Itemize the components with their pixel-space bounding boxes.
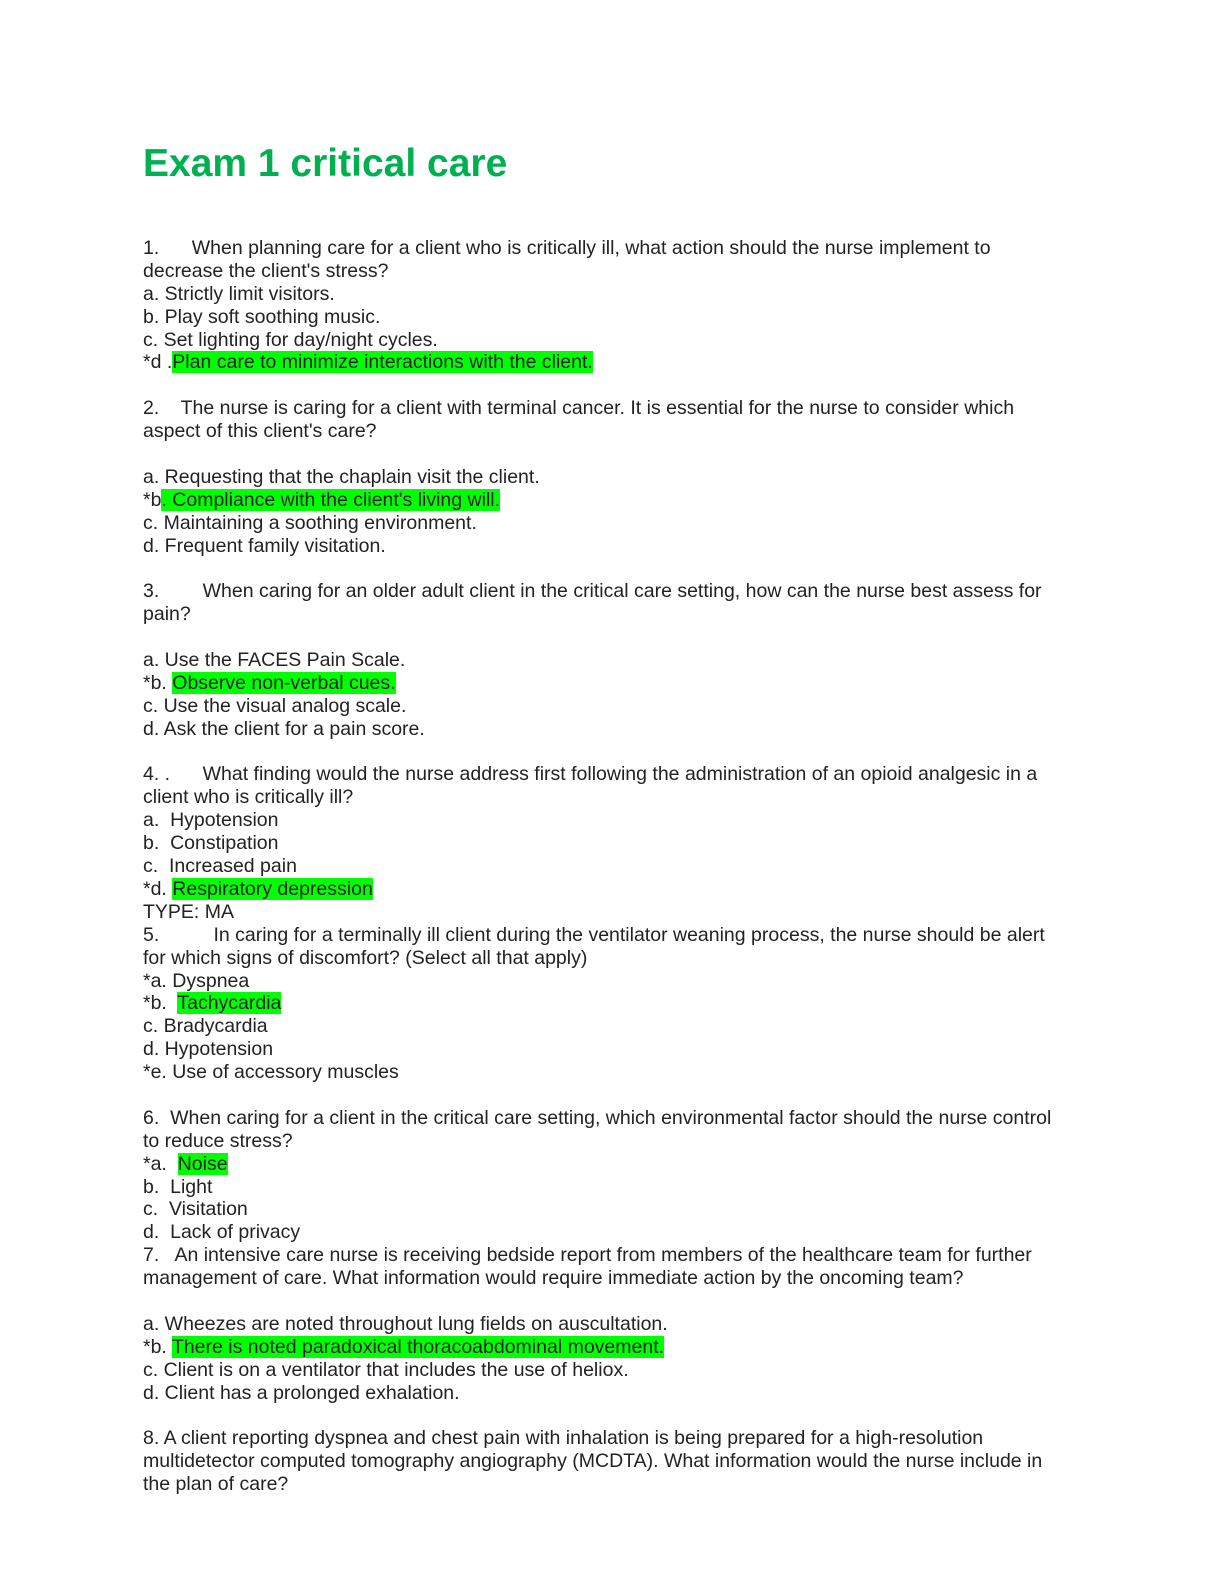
question-3-option-b	[143, 672, 1083, 695]
question-5-option-a: *a. Dyspnea	[143, 969, 250, 992]
option-marker: *a.	[143, 1152, 178, 1175]
question-3-option-c: c. Use the visual analog scale.	[143, 694, 407, 717]
question-1-option-a: a. Strictly limit visitors.	[143, 282, 335, 305]
question-5-option-b	[143, 992, 1083, 1015]
question-8-stem-line-1: 8. A client reporting dyspnea and chest pain with inhalation is being prepared for a high-resolution	[143, 1427, 984, 1450]
question-4-option-b: b. Constipation	[143, 832, 279, 855]
question-5-option-e: *e. Use of accessory muscles	[143, 1061, 399, 1084]
question-5-stem-line-1: 5. In caring for a terminally ill client during the ventilator weaning process, the nurse should be alert	[143, 923, 1045, 946]
question-4	[143, 763, 1083, 923]
question-2	[143, 397, 1083, 557]
question-2-option-d: d. Frequent family visitation.	[143, 534, 386, 557]
question-1	[143, 237, 1083, 374]
question-7-stem-line-2: management of care. What information would require immediate action by the oncoming team?	[143, 1267, 964, 1290]
question-4-option-d	[143, 878, 1083, 901]
question-3-option-d: d. Ask the client for a pain score.	[143, 717, 425, 740]
question-7	[143, 1244, 1083, 1404]
highlighted-answer: . Compliance with the client's living will.	[161, 488, 501, 511]
question-2-stem-line-1: 2. The nurse is caring for a client with terminal cancer. It is essential for the nurse to consider which	[143, 397, 1015, 420]
question-7-option-b	[143, 1336, 1083, 1359]
question-4-stem-line-1: 4. . What finding would the nurse address first following the administration of an opioid analgesic in a	[143, 763, 1038, 786]
question-5	[143, 924, 1083, 1084]
highlighted-answer: Noise	[177, 1152, 228, 1175]
highlighted-answer: Respiratory depression	[172, 877, 373, 900]
question-6	[143, 1107, 1083, 1244]
question-1-option-c: c. Set lighting for day/night cycles.	[143, 328, 438, 351]
option-marker: *b.	[143, 992, 178, 1015]
question-3	[143, 580, 1083, 740]
question-4-option-c: c. Increased pain	[143, 855, 297, 878]
highlighted-answer: There is noted paradoxical thoracoabdominal movement.	[171, 1335, 665, 1358]
question-6-option-d: d. Lack of privacy	[143, 1221, 301, 1244]
option-marker: *b	[143, 488, 162, 511]
question-7-option-a: a. Wheezes are noted throughout lung fields on auscultation.	[143, 1312, 668, 1335]
question-6-option-c: c. Visitation	[143, 1198, 248, 1221]
question-7-option-d: d. Client has a prolonged exhalation.	[143, 1381, 460, 1404]
question-8	[143, 1427, 1083, 1496]
option-marker: *d.	[143, 877, 173, 900]
question-7-stem-line-1: 7. An intensive care nurse is receiving bedside report from members of the healthcare team for further	[143, 1244, 1032, 1267]
question-5-option-d: d. Hypotension	[143, 1038, 274, 1061]
document-title: Exam 1 critical care	[143, 142, 508, 185]
question-5-option-c: c. Bradycardia	[143, 1015, 268, 1038]
question-2-option-b	[143, 489, 1083, 512]
question-2-stem-line-2: aspect of this client's care?	[143, 420, 377, 443]
question-1-stem-line-2: decrease the client's stress?	[143, 259, 389, 282]
question-2-option-a: a. Requesting that the chaplain visit the client.	[143, 465, 540, 488]
question-3-option-a: a. Use the FACES Pain Scale.	[143, 649, 406, 672]
highlighted-answer: Observe non-verbal cues.	[172, 671, 396, 694]
option-marker: *b.	[143, 671, 173, 694]
question-8-stem-line-3: the plan of care?	[143, 1473, 289, 1496]
question-4-stem-line-2: client who is critically ill?	[143, 786, 354, 809]
question-3-stem-line-1: 3. When caring for an older adult client in the critical care setting, how can the nurse best assess for	[143, 580, 1042, 603]
question-6-option-a	[143, 1153, 1083, 1176]
highlighted-answer: Plan care to minimize interactions with the client.	[172, 351, 593, 374]
question-2-option-c: c. Maintaining a soothing environment.	[143, 511, 477, 534]
question-5-stem-line-2: for which signs of discomfort? (Select all that apply)	[143, 946, 588, 969]
question-1-option-b: b. Play soft soothing music.	[143, 305, 381, 328]
option-marker: *d .	[143, 351, 173, 374]
question-8-stem-line-2: multidetector computed tomography angiography (MCDTA). What information would the nurse include in	[143, 1450, 1043, 1473]
question-4-option-a: a. Hypotension	[143, 809, 279, 832]
question-6-option-b: b. Light	[143, 1175, 213, 1198]
highlighted-answer: Tachycardia	[177, 992, 282, 1015]
question-3-stem-line-2: pain?	[143, 603, 191, 626]
question-type-label: TYPE: MA	[143, 900, 235, 923]
question-7-option-c: c. Client is on a ventilator that includes the use of heliox.	[143, 1358, 629, 1381]
document-content	[143, 237, 1083, 1496]
question-6-stem-line-1: 6. When caring for a client in the critical care setting, which environmental factor should the nurse control	[143, 1106, 1052, 1129]
document-page	[143, 0, 1083, 1584]
option-marker: *b.	[143, 1335, 172, 1358]
question-1-option-d	[143, 351, 1083, 374]
question-1-stem-line-1: 1. When planning care for a client who is critically ill, what action should the nurse implement to	[143, 237, 991, 259]
question-6-stem-line-2: to reduce stress?	[143, 1129, 293, 1152]
